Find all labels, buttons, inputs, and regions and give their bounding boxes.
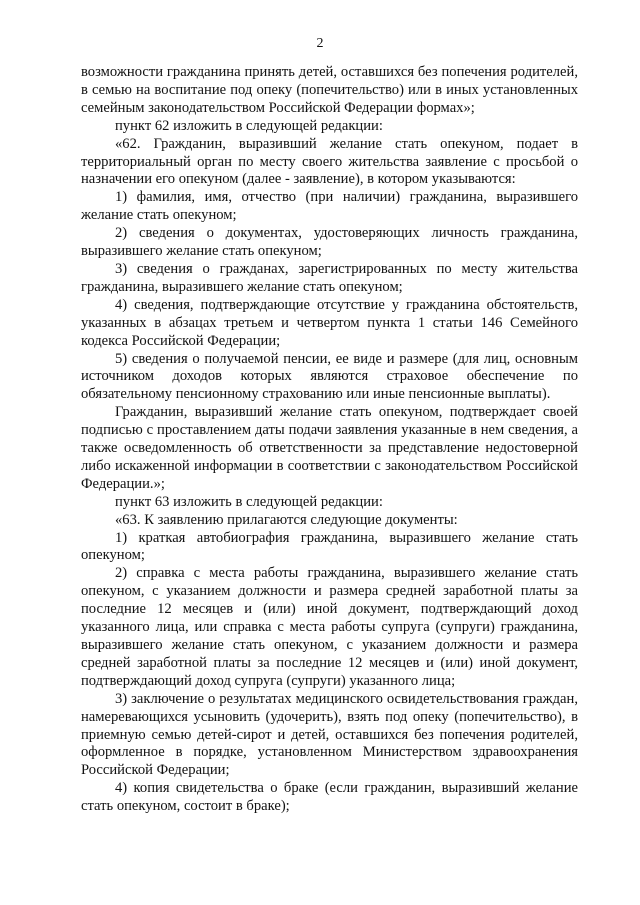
paragraph: 1) краткая автобиография гражданина, выразившего желание стать опекуном; [81, 529, 578, 564]
page-number: 2 [316, 36, 324, 51]
paragraph: 2) сведения о документах, удостоверяющих личность гражданина, выразившего желание стать опекуном; [81, 225, 578, 260]
paragraph: Гражданин, выразивший желание стать опекуном, подтверждает своей подписью с проставлением даты подачи заявления указанные в нем сведения, а также осведомленность об ответственности за представление недостоверной либо искаженной информации в соответствии с законодательством Российской Федерации.»; [81, 404, 578, 492]
paragraph: «63. К заявлению прилагаются следующие документы: [115, 511, 458, 528]
paragraph: 4) копия свидетельства о браке (если гражданин, выразивший желание стать опекуном, состоит в браке); [81, 780, 578, 815]
paragraph: 2) справка с места работы гражданина, выразившего желание стать опекуном, с указанием должности и размера средней заработной платы за последние 12 месяцев и (или) иной документ, подтверждающий доход указанного лица, или справка с места работы супруга (супруги) гражданина, выразившего желание стать опекуном, с указанием должности и размера средней заработной платы за последние 12 месяцев и (или) иной документ, подтверждающий доход супруга (супруги) указанного лица; [81, 565, 578, 689]
document-body [81, 64, 578, 816]
paragraph: 3) заключение о результатах медицинского освидетельствования граждан, намеревающихся усыновить (удочерить), взять под опеку (попечительство), в приемную семью детей-сирот и детей, оставшихся без попечения родителей, оформленное в порядке, установленном Министерством здравоохранения Российской Федерации; [81, 690, 578, 779]
paragraph: 1) фамилия, имя, отчество (при наличии) гражданина, выразившего желание стать опекуном; [81, 189, 578, 224]
paragraph: возможности гражданина принять детей, оставшихся без попечения родителей, в семью на воспитание под опеку (попечительство) или в иных установленных семейным законодательством Российской Федерации формах»; [81, 64, 578, 116]
paragraph: 5) сведения о получаемой пенсии, ее виде и размере (для лиц, основным источником доходов которых являются страховое обеспечение по обязательному пенсионному страхованию или иные пенсионные выплаты). [81, 350, 578, 403]
paragraph: пункт 63 изложить в следующей редакции: [115, 493, 383, 510]
paragraph: 4) сведения, подтверждающие отсутствие у гражданина обстоятельств, указанных в абзацах третьем и четвертом пункта 1 статьи 146 Семейного кодекса Российской Федерации; [81, 296, 578, 349]
paragraph: «62. Гражданин, выразивший желание стать опекуном, подает в территориальный орган по месту своего жительства заявление с просьбой о назначении его опекуном (далее - заявление), в котором указываются: [81, 135, 578, 188]
paragraph: пункт 62 изложить в следующей редакции: [115, 117, 383, 134]
paragraph: 3) сведения о гражданах, зарегистрированных по месту жительства гражданина, выразившего желание стать опекуном; [81, 260, 578, 295]
